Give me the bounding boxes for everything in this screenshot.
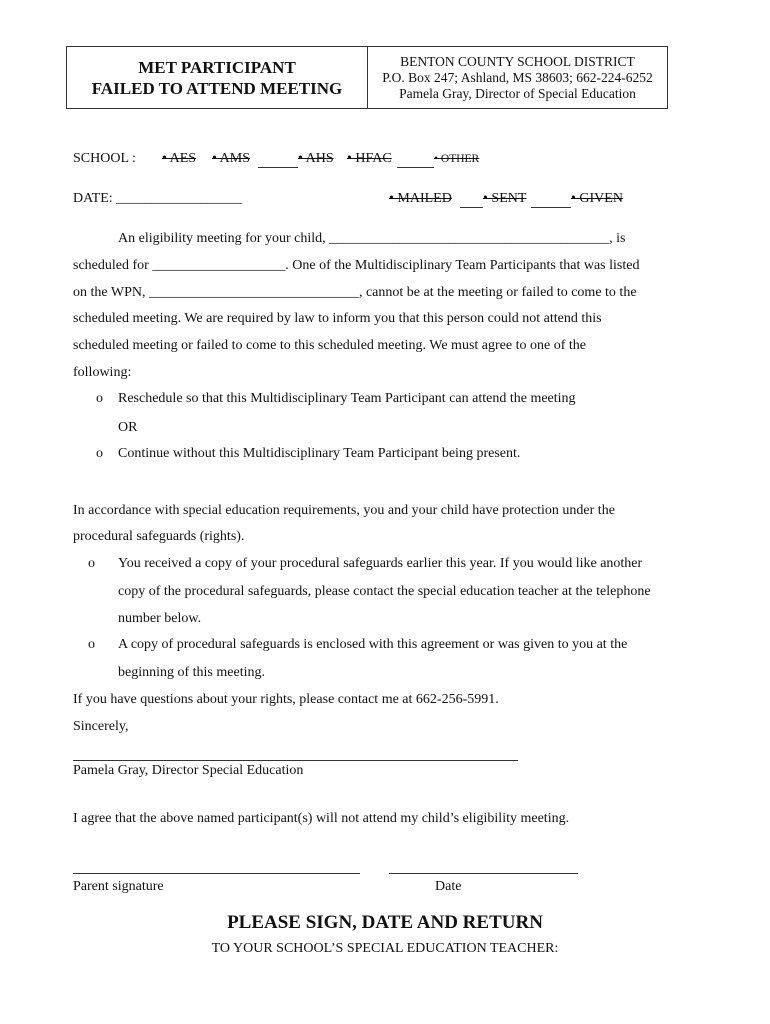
option-reschedule: Reschedule so that this Multidisciplinary Team Participant can attend the meeting bbox=[118, 391, 576, 406]
parent-signature-label: Parent signature bbox=[73, 879, 164, 894]
bullet-icon: o bbox=[88, 556, 95, 571]
safeguards-bullet-line: copy of the procedural safeguards, please contact the special education teacher at the telephone bbox=[118, 584, 651, 599]
paragraph-line: on the WPN, ______________________________, cannot be at the meeting or failed to come to the bbox=[73, 285, 637, 300]
school-option-ams[interactable]: • AMS bbox=[212, 151, 250, 166]
questions-line: If you have questions about your rights, please contact me at 662-256-5991. bbox=[73, 692, 499, 707]
district-address: P.O. Box 247; Ashland, MS 38603; 662-224-6252 bbox=[382, 69, 653, 85]
school-option-ahs[interactable]: • AHS bbox=[298, 151, 334, 166]
sincerely: Sincerely, bbox=[73, 719, 129, 734]
paragraph-line: procedural safeguards (rights). bbox=[73, 529, 245, 544]
date-label: DATE: __________________ bbox=[73, 191, 243, 206]
paragraph-line: scheduled meeting or failed to come to this scheduled meeting. We must agree to one of the bbox=[73, 338, 586, 353]
safeguards-bullet-line: A copy of procedural safeguards is enclosed with this agreement or was given to you at the bbox=[118, 637, 628, 652]
paragraph-line: scheduled for ___________________. One of the Multidisciplinary Team Participants that was listed bbox=[73, 258, 640, 273]
footer-heading: PLEASE SIGN, DATE AND RETURN bbox=[227, 912, 543, 933]
date-signature-line[interactable] bbox=[389, 873, 578, 874]
form-title bbox=[67, 47, 368, 108]
delivery-option-given[interactable]: • GIVEN bbox=[571, 191, 623, 206]
safeguards-bullet-line: beginning of this meeting. bbox=[118, 665, 265, 680]
bullet-icon: o bbox=[96, 446, 103, 461]
form-title-line2: FAILED TO ATTEND MEETING bbox=[91, 78, 343, 98]
date-signature-label: Date bbox=[435, 879, 462, 894]
director-signature-line[interactable] bbox=[73, 760, 518, 761]
option-continue: Continue without this Multidisciplinary Team Participant being present. bbox=[118, 446, 521, 461]
paragraph-line: An eligibility meeting for your child, ________________________________________, is bbox=[118, 231, 626, 246]
district-director: Pamela Gray, Director of Special Education bbox=[399, 85, 636, 101]
safeguards-bullet-line: You received a copy of your procedural safeguards earlier this year. If you would like another bbox=[118, 556, 643, 571]
signer-name: Pamela Gray, Director Special Education bbox=[73, 763, 304, 778]
delivery-option-mailed[interactable]: • MAILED bbox=[389, 191, 452, 206]
option-or: OR bbox=[118, 420, 138, 435]
parent-signature-line[interactable] bbox=[73, 873, 360, 874]
bullet-icon: o bbox=[88, 637, 95, 652]
school-option-hfac[interactable]: • HFAC bbox=[347, 151, 392, 166]
district-name: BENTON COUNTY SCHOOL DISTRICT bbox=[400, 53, 635, 69]
delivery-underline bbox=[531, 207, 571, 208]
paragraph-line: following: bbox=[73, 365, 132, 380]
delivery-option-sent[interactable]: • SENT bbox=[483, 191, 527, 206]
header-box bbox=[66, 46, 668, 109]
paragraph-line: In accordance with special education requirements, you and your child have protection under the bbox=[73, 503, 615, 518]
form-title-line1: MET PARTICIPANT bbox=[138, 57, 296, 77]
school-label: SCHOOL : bbox=[73, 151, 136, 166]
bullet-icon: o bbox=[96, 391, 103, 406]
school-option-aes[interactable]: • AES bbox=[162, 151, 197, 166]
footer-subheading: TO YOUR SCHOOL’S SPECIAL EDUCATION TEACHER: bbox=[211, 941, 559, 956]
agreement-statement: I agree that the above named participant(s) will not attend my child’s eligibility meeting. bbox=[73, 811, 570, 826]
school-underline bbox=[258, 167, 298, 168]
delivery-underline bbox=[460, 207, 483, 208]
school-underline bbox=[397, 167, 434, 168]
school-option-other[interactable]: • OTHER bbox=[434, 153, 480, 165]
safeguards-bullet-line: number below. bbox=[118, 611, 202, 626]
district-info bbox=[368, 47, 667, 108]
paragraph-line: scheduled meeting. We are required by law to inform you that this person could not attend this bbox=[73, 311, 602, 326]
